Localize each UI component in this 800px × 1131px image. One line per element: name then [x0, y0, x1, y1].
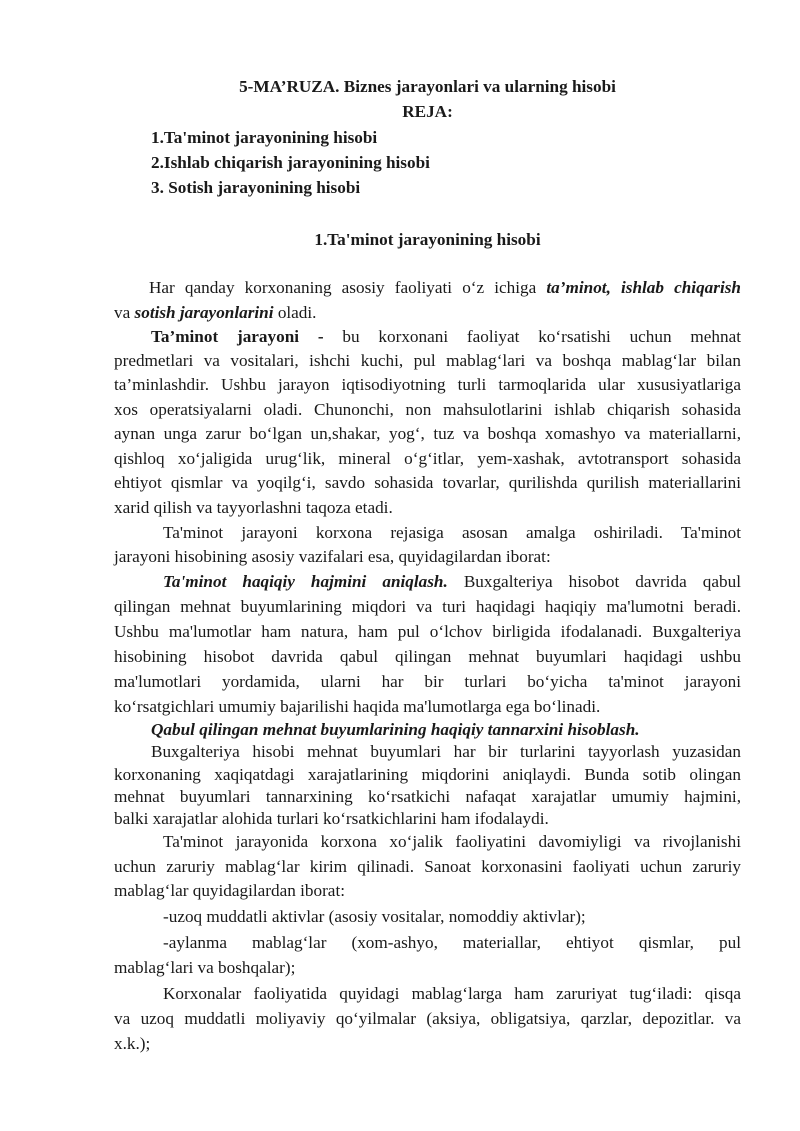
- emphasis-text: Ta'minot haqiqiy hajmini aniqlash.: [163, 572, 448, 591]
- paragraph-line: ehtiyot qismlar va yoqilg‘i, savdo sohasida tovarlar, qurilishda qurilish materiallarini: [114, 473, 741, 492]
- list-item: -aylanma mablag‘lar (xom-ashyo, materiallar, ehtiyot qismlar, pul: [163, 933, 741, 952]
- paragraph-line: Ushbu ma'lumotlar ham natura, ham pul o‘lchov birligida ifodalanadi. Buxgalteriya: [114, 622, 741, 641]
- emphasis-text: ta’minot, ishlab chiqarish: [546, 278, 741, 297]
- plan-item: 3. Sotish jarayonining hisobi: [151, 178, 361, 197]
- subsection-heading: Qabul qilingan mehnat buyumlarining haqiqiy tannarxini hisoblash.: [151, 720, 640, 739]
- paragraph-line: xarid qilish va tayyorlashni taqoza etadi.: [114, 498, 393, 517]
- paragraph-line: [163, 571, 741, 593]
- plan-item: 1.Ta'minot jarayonining hisobi: [151, 128, 378, 147]
- paragraph-line: Ta'minot jarayonida korxona xo‘jalik faoliyatini davomiyligi va rivojlanishi: [163, 832, 741, 851]
- list-item: -uzoq muddatli aktivlar (asosiy vositalar, nomoddiy aktivlar);: [163, 907, 586, 926]
- paragraph-line: hisobining hisobot davrida qabul qilingan mehnat buyumlari haqidagi ushbu: [114, 647, 741, 666]
- paragraph-text: bu korxonani faoliyat ko‘rsatishi uchun mehnat: [323, 327, 741, 346]
- plan-item: 2.Ishlab chiqarish jarayonining hisobi: [151, 153, 430, 172]
- paragraph-line: jarayoni hisobining asosiy vazifalari esa, quyidagilardan iborat:: [114, 547, 551, 566]
- plan-heading: REJA:: [402, 102, 453, 121]
- paragraph-text: va: [114, 303, 135, 322]
- paragraph-text: Buxgalteriya hisobot davrida qabul: [447, 572, 741, 591]
- term-text: Ta’minot jarayoni -: [151, 327, 324, 346]
- paragraph-text: Har qanday korxonaning asosiy faoliyati o‘z ichiga: [149, 278, 547, 297]
- paragraph-line: mablag‘lar quyidagilardan iborat:: [114, 881, 345, 900]
- paragraph-line: [151, 326, 741, 348]
- paragraph-line: [114, 302, 316, 324]
- paragraph-line: ko‘rsatgichlari umumiy bajarilishi haqida ma'lumotlarga ega bo‘linadi.: [114, 697, 601, 716]
- paragraph-line: x.k.);: [114, 1034, 151, 1053]
- paragraph-line: predmetlari va vositalari, ishchi kuchi, pul mablag‘lari va boshqa mablag‘lar bilan: [114, 351, 741, 370]
- paragraph-line: korxonaning xaqiqatdagi xarajatlarining miqdorini aniqlaydi. Bunda sotib olingan: [114, 765, 741, 784]
- emphasis-text: sotish jarayonlarini: [134, 303, 274, 322]
- paragraph-line: Korxonalar faoliyatida quyidagi mablag‘larga ham zaruriyat tug‘iladi: qisqa: [163, 984, 741, 1003]
- paragraph-line: aynan unga zarur bo‘lgan un,shakar, yog‘, tuz va boshqa xomashyo va materiallarni,: [114, 424, 741, 443]
- paragraph-line: Ta'minot jarayoni korxona rejasiga asosan amalga oshiriladi. Ta'minot: [163, 523, 741, 542]
- paragraph-line: qishloq xo‘jaligida urug‘lik, mineral o‘g‘itlar, yem-xashak, avtotransport sohasida: [114, 449, 741, 468]
- section-heading: 1.Ta'minot jarayonining hisobi: [314, 230, 541, 249]
- paragraph-line: balki xarajatlar alohida turlari ko‘rsatkichlarini ham ifodalaydi.: [114, 809, 549, 828]
- paragraph-line: mehnat buyumlari tannarxining ko‘rsatkichi nafaqat xarajatlar umumiy hajmini,: [114, 787, 741, 806]
- paragraph-line: Buxgalteriya hisobi mehnat buyumlari har bir turlarini tayyorlash yuzasidan: [151, 742, 741, 761]
- list-item: mablag‘lari va boshqalar);: [114, 958, 296, 977]
- paragraph-line: xos operatsiyalarni oladi. Chunonchi, non mahsulotlarini ishlab chiqarish sohasida: [114, 400, 741, 419]
- paragraph-line: ma'lumotlari yordamida, ularni har bir turlari bo‘yicha ta'minot jarayoni: [114, 672, 741, 691]
- paragraph-line: qilingan mehnat buyumlarining miqdori va turi haqidagi haqiqiy ma'lumotni beradi.: [114, 597, 741, 616]
- paragraph-line: uchun zaruriy mablag‘lar kirim qilinadi. Sanoat korxonasini faoliyati uchun zaruriy: [114, 857, 741, 876]
- paragraph-line: ta’minlashdir. Ushbu jarayon iqtisodiyotning turli tarmoqlarida ular xususiyatlariga: [114, 375, 741, 394]
- paragraph-line: [149, 277, 741, 299]
- lecture-title: 5-MA’RUZA. Biznes jarayonlari va ularning hisobi: [239, 77, 616, 96]
- paragraph-text: oladi.: [273, 303, 317, 322]
- paragraph-line: va uzoq muddatli moliyaviy qo‘yilmalar (aksiya, obligatsiya, qarzlar, depozitlar. va: [114, 1009, 741, 1028]
